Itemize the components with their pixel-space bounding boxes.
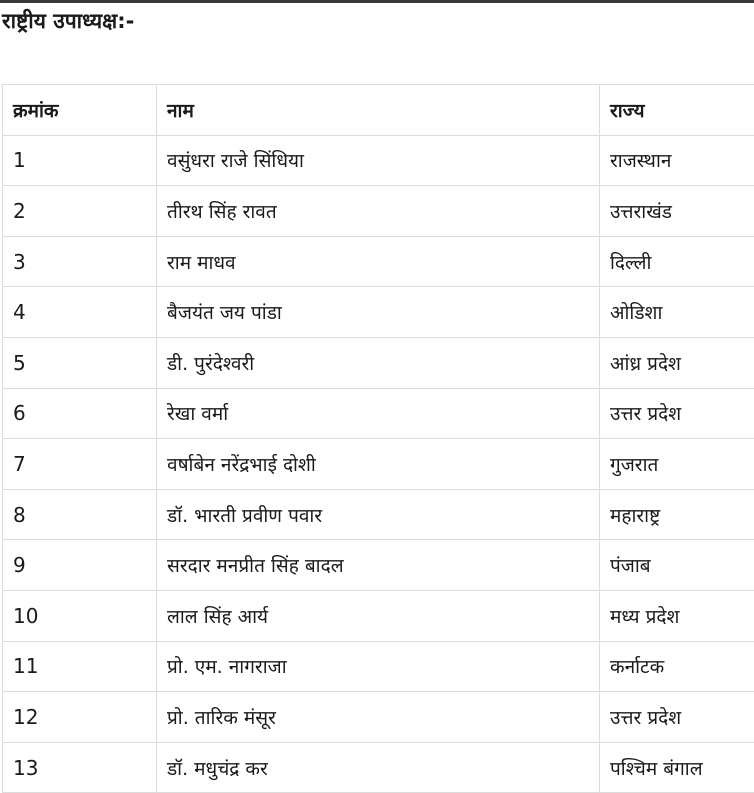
state-cell: उत्तर प्रदेश <box>600 388 754 439</box>
vice-presidents-table <box>2 84 754 793</box>
name-cell: डॉ. भारती प्रवीण पवार <box>157 489 600 540</box>
name-cell: प्रो. तारिक मंसूर <box>157 692 600 743</box>
table-row <box>3 641 754 692</box>
serial-cell: 11 <box>3 641 157 692</box>
state-cell: पश्चिम बंगाल <box>600 742 754 793</box>
state-cell: आंध्र प्रदेश <box>600 337 754 388</box>
state-cell: पंजाब <box>600 540 754 591</box>
name-cell: राम माधव <box>157 236 600 287</box>
table-row <box>3 692 754 743</box>
serial-cell: 3 <box>3 236 157 287</box>
table-row <box>3 236 754 287</box>
serial-cell: 8 <box>3 489 157 540</box>
table-row <box>3 742 754 793</box>
table-row <box>3 287 754 338</box>
serial-cell: 2 <box>3 186 157 237</box>
state-cell: महाराष्ट्र <box>600 489 754 540</box>
name-cell: रेखा वर्मा <box>157 388 600 439</box>
column-header-state: राज्य <box>600 85 754 136</box>
table-row <box>3 135 754 186</box>
name-cell: बैजयंत जय पांडा <box>157 287 600 338</box>
name-cell: लाल सिंह आर्य <box>157 590 600 641</box>
serial-cell: 6 <box>3 388 157 439</box>
table-row <box>3 388 754 439</box>
serial-cell: 7 <box>3 439 157 490</box>
name-cell: सरदार मनप्रीत सिंह बादल <box>157 540 600 591</box>
state-cell: उत्तर प्रदेश <box>600 692 754 743</box>
column-header-serial: क्रमांक <box>3 85 157 136</box>
serial-cell: 4 <box>3 287 157 338</box>
name-cell: डी. पुरंदेश्वरी <box>157 337 600 388</box>
table-header-row <box>3 85 754 136</box>
serial-cell: 10 <box>3 590 157 641</box>
column-header-name: नाम <box>157 85 600 136</box>
state-cell: राजस्थान <box>600 135 754 186</box>
table-row <box>3 439 754 490</box>
state-cell: गुजरात <box>600 439 754 490</box>
state-cell: ओडिशा <box>600 287 754 338</box>
name-cell: प्रो. एम. नागराजा <box>157 641 600 692</box>
name-cell: वसुंधरा राजे सिंधिया <box>157 135 600 186</box>
serial-cell: 13 <box>3 742 157 793</box>
table-row <box>3 489 754 540</box>
state-cell: उत्तराखंड <box>600 186 754 237</box>
top-divider <box>0 0 754 3</box>
name-cell: वर्षाबेन नरेंद्रभाई दोशी <box>157 439 600 490</box>
section-heading: राष्ट्रीय उपाध्यक्ष:- <box>2 6 134 36</box>
serial-cell: 5 <box>3 337 157 388</box>
serial-cell: 9 <box>3 540 157 591</box>
state-cell: मध्य प्रदेश <box>600 590 754 641</box>
name-cell: डॉ. मधुचंद्र कर <box>157 742 600 793</box>
table-row <box>3 337 754 388</box>
state-cell: कर्नाटक <box>600 641 754 692</box>
table-row <box>3 540 754 591</box>
state-cell: दिल्ली <box>600 236 754 287</box>
serial-cell: 1 <box>3 135 157 186</box>
table-row <box>3 186 754 237</box>
serial-cell: 12 <box>3 692 157 743</box>
table-row <box>3 590 754 641</box>
name-cell: तीरथ सिंह रावत <box>157 186 600 237</box>
